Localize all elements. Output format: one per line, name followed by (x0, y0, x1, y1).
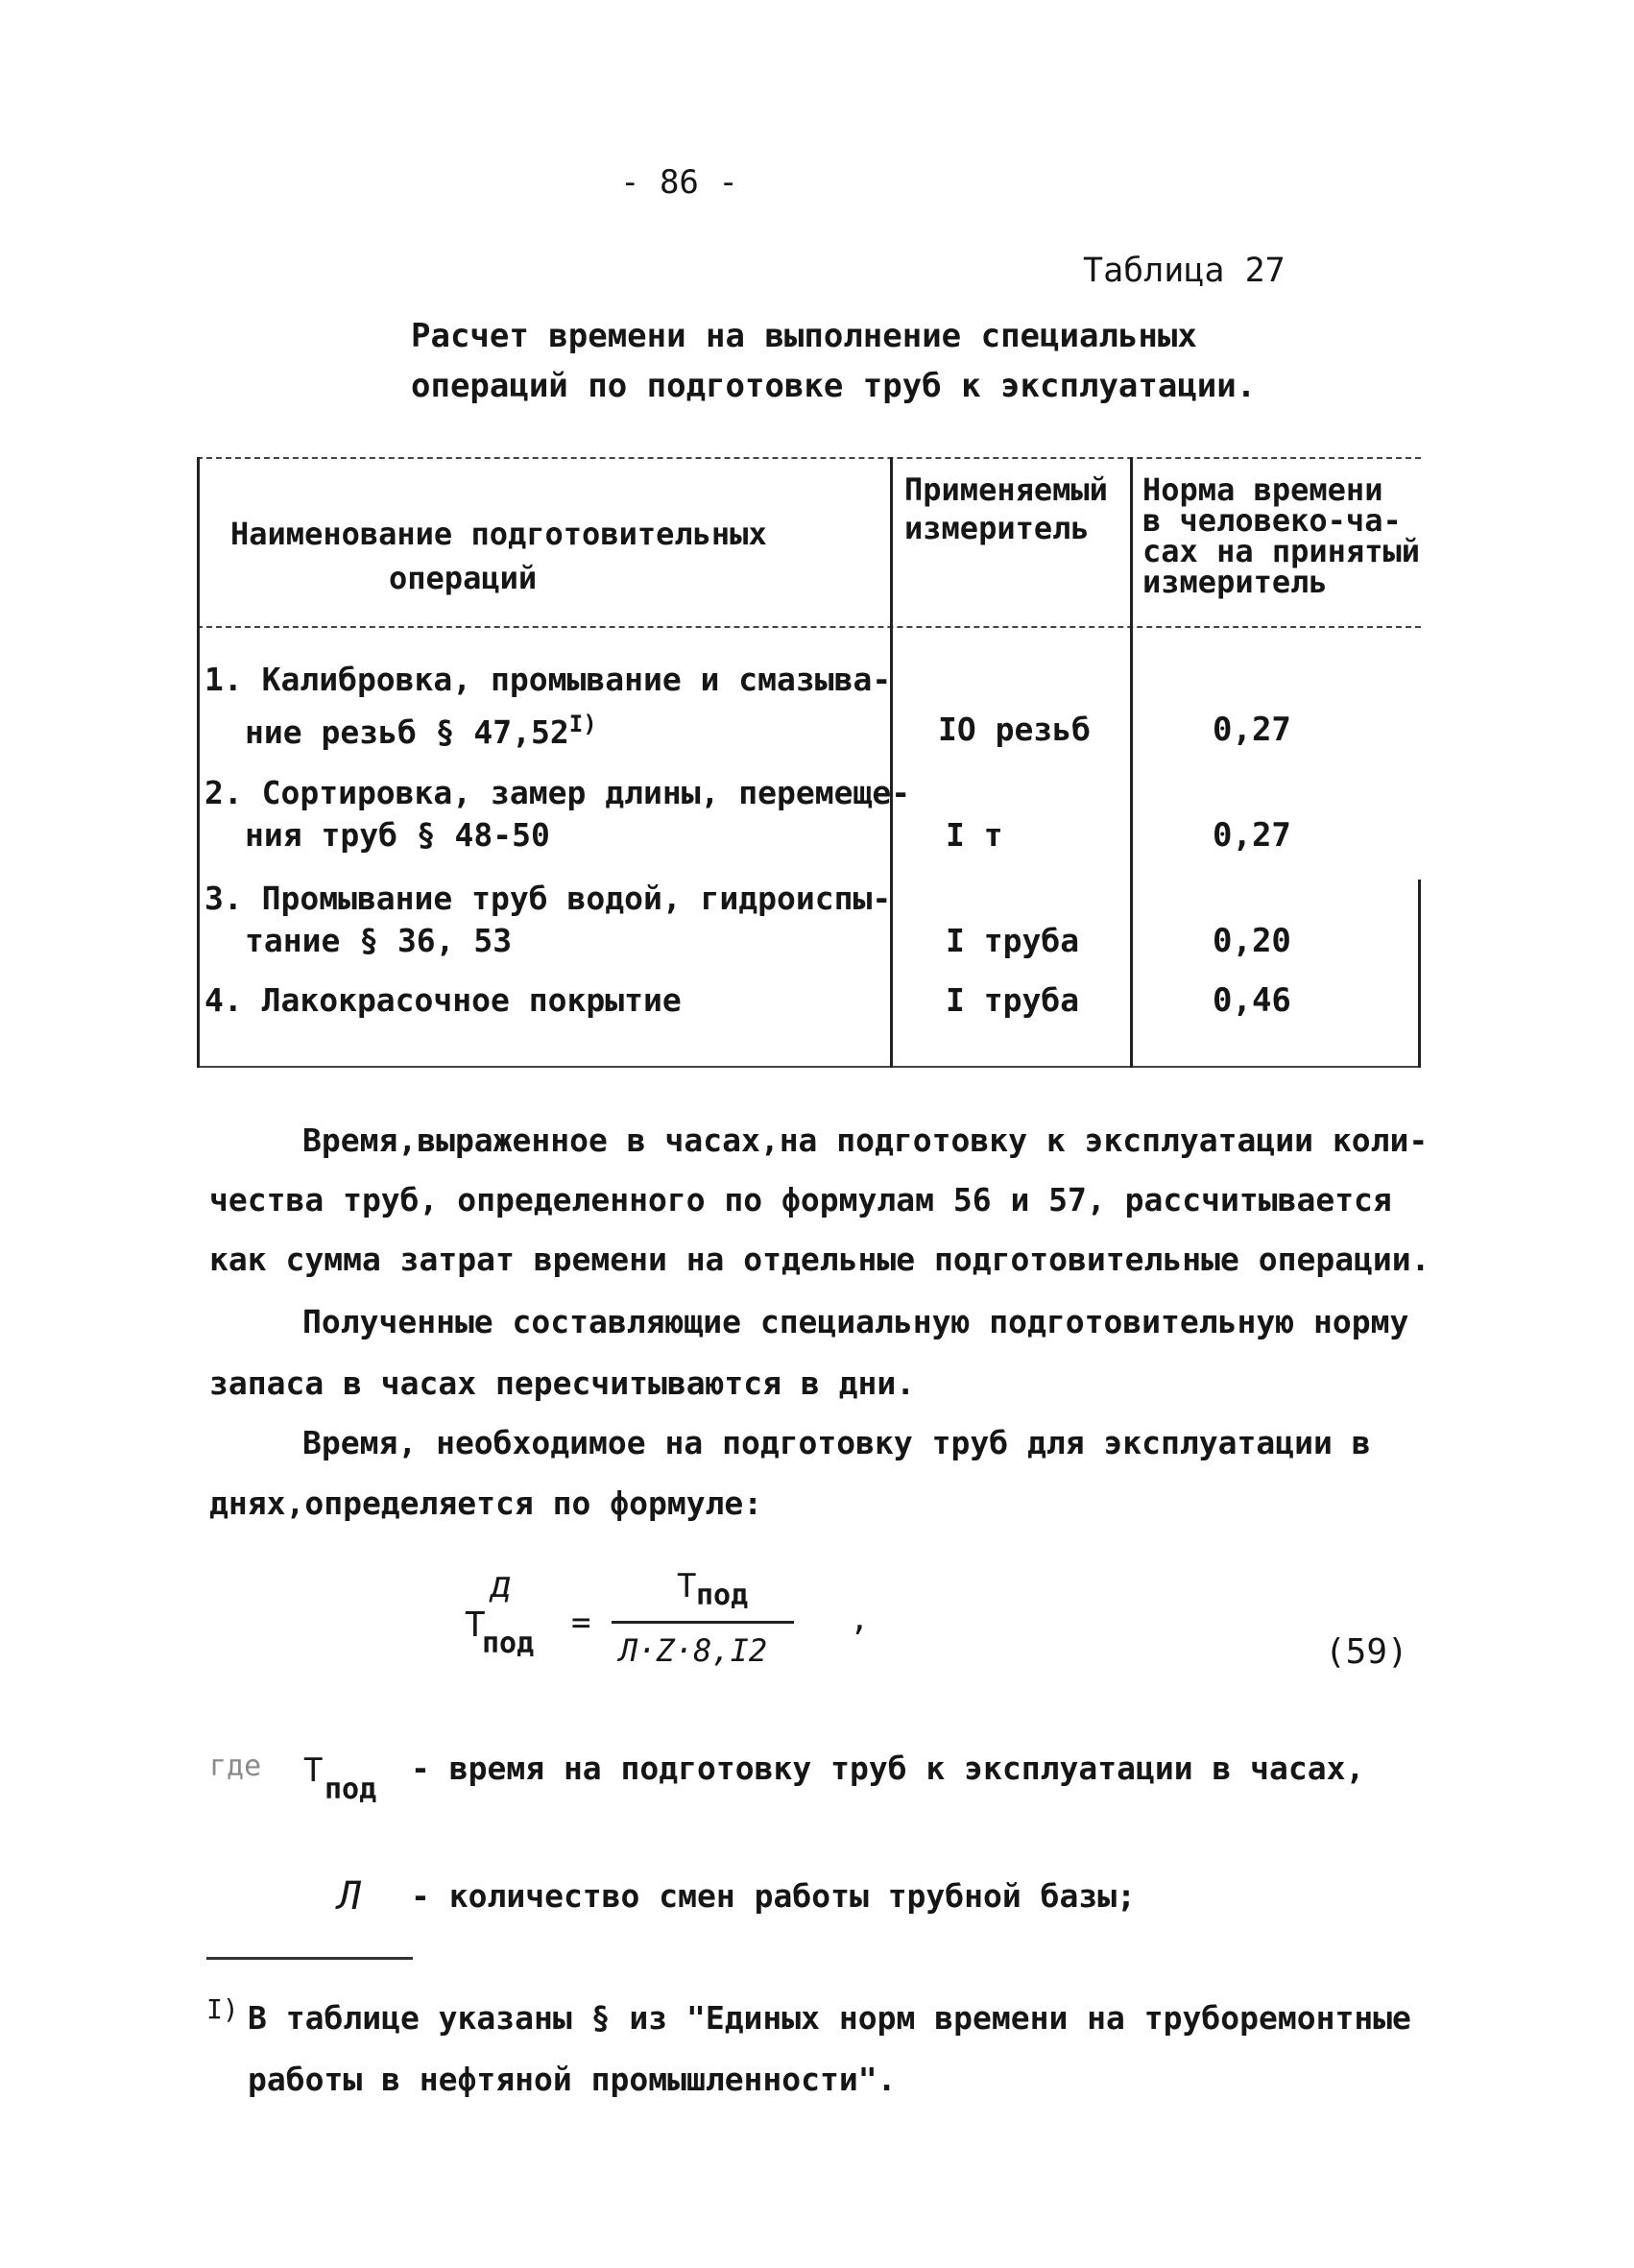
footnote-rule (206, 1957, 413, 1960)
def1-subscript: под (324, 1773, 377, 1806)
formula-numerator-subscript: под (696, 1579, 749, 1612)
table-label: Таблица 27 (1083, 252, 1286, 290)
formula-denominator: Л·Z·8,I2 (619, 1632, 768, 1669)
table-col-divider-2 (1130, 457, 1133, 1068)
norms-table (197, 457, 1421, 1068)
table-bottom-rule (197, 1066, 1421, 1068)
footnote-line1: В таблице указаны § из "Единых норм времени на труборемонтные (248, 1999, 1411, 2037)
page-number: - 86 - (620, 163, 738, 202)
def1-symbol: T (303, 1751, 324, 1790)
formula-lhs-superscript: д (490, 1563, 512, 1605)
row4-norm: 0,46 (1213, 981, 1291, 1020)
table-caption-line1: Расчет времени на выполнение специальных (411, 317, 1197, 355)
para2-line1: Полученные составляющие специальную подготовительную норму (302, 1303, 1409, 1340)
row1-norm: 0,27 (1213, 711, 1291, 749)
col-header-norm-1: Норма времени (1142, 471, 1383, 508)
para2-line2: запаса в часах пересчитываются в дни. (209, 1364, 916, 1402)
col-header-unit-1: Применяемый (904, 471, 1108, 508)
def2-text: - количество смен работы трубной базы; (411, 1877, 1136, 1915)
formula-comma: , (850, 1600, 870, 1638)
row3-unit: I труба (946, 922, 1080, 959)
table-caption-line2: операций по подготовке труб к эксплуатации. (411, 367, 1257, 405)
def2-symbol: Л (338, 1874, 362, 1918)
col-header-unit-2: измеритель (904, 510, 1090, 546)
para1-line1: Время,выраженное в часах,на подготовку к эксплуатации коли- (302, 1122, 1429, 1159)
col-header-operations-2: операций (389, 560, 538, 596)
col-header-norm-3: сах на принятый (1142, 533, 1420, 569)
formula-59 (461, 1565, 1421, 1700)
para3-line2: днях,определяется по формуле: (209, 1484, 763, 1522)
para1-line3: как сумма затрат времени на отдельные подготовительные операции. (209, 1241, 1430, 1278)
footnote-line2: работы в нефтяной промышленности". (248, 2061, 897, 2098)
equation-number: (59) (1325, 1632, 1408, 1672)
table-header-rule (197, 626, 1421, 628)
row2-operation-line1: 2. Сортировка, замер длины, перемеще- (204, 774, 911, 811)
formula-lhs-T: T (465, 1605, 486, 1645)
row3-operation-line2: тание § 36, 53 (245, 922, 513, 959)
row2-norm: 0,27 (1213, 816, 1291, 855)
para1-line2: чества труб, определенного по формулам 56 и 57, рассчитывается (209, 1181, 1392, 1218)
table-col-divider-1 (890, 457, 893, 1068)
row4-operation-line1: 4. Лакокрасочное покрытие (204, 981, 682, 1019)
row1-footnote-mark: I) (568, 711, 597, 737)
def1-text: - время на подготовку труб к эксплуатации в часах, (411, 1749, 1365, 1787)
fraction-bar (612, 1621, 794, 1624)
row4-unit: I труба (946, 981, 1080, 1019)
row3-operation-line1: 3. Промывание труб водой, гидроиспы- (204, 880, 892, 917)
table-top-rule (197, 457, 1421, 459)
table-right-border (1418, 880, 1421, 1068)
row1-unit: IO резьб (938, 711, 1091, 748)
row3-norm: 0,20 (1213, 922, 1291, 960)
where-word: где (209, 1749, 262, 1783)
table-left-border (197, 457, 200, 1068)
col-header-norm-4: измеритель (1142, 564, 1328, 600)
formula-equals: = (571, 1604, 591, 1642)
formula-numerator-T: T (677, 1567, 697, 1605)
row2-operation-line2: ния труб § 48-50 (245, 816, 550, 854)
row1-operation-line1: 1. Калибровка, промывание и смазыва- (204, 661, 892, 698)
para3-line1: Время, необходимое на подготовку труб для эксплуатации в (302, 1424, 1371, 1461)
footnote-mark: I) (206, 1993, 239, 2025)
col-header-operations-1: Наименование подготовительных (230, 516, 767, 552)
formula-lhs-subscript: под (482, 1627, 535, 1660)
col-header-norm-2: в человеко-ча- (1142, 502, 1402, 539)
row1-operation-line2: ние резьб § $47,52^{I)}$ (245, 711, 597, 751)
row2-unit: I т (946, 816, 1003, 854)
